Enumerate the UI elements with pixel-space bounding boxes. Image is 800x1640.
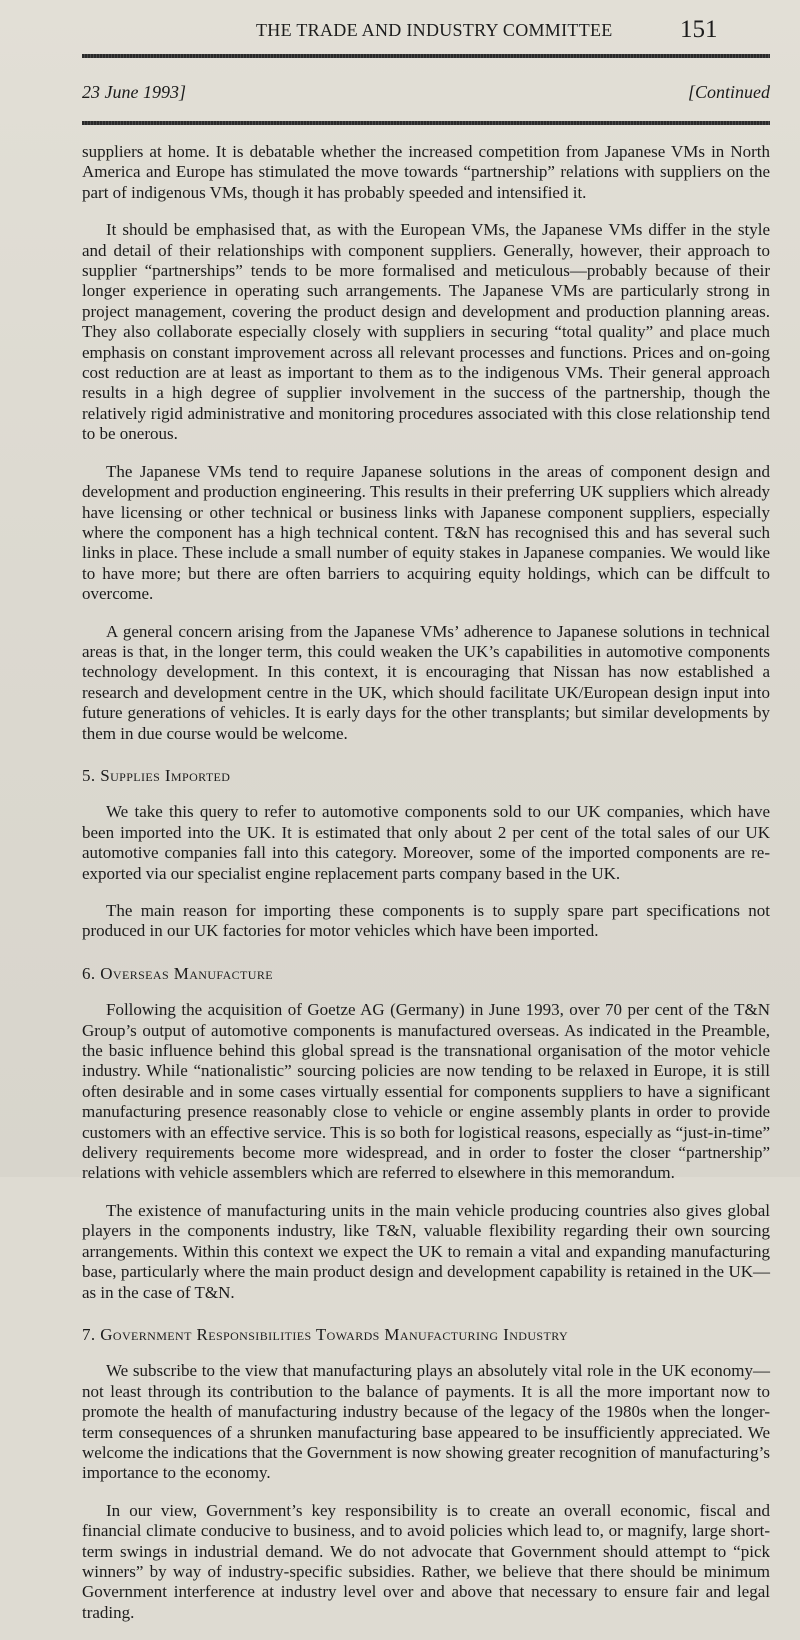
section-title: Overseas Manufacture (100, 963, 273, 983)
page-number: 151 (680, 16, 718, 43)
paragraph: The main reason for importing these components is to supply spare part specifications not produced in our UK factories for motor vehicles which have been imported. (82, 901, 770, 941)
date-label: 23 June 1993] (82, 82, 186, 102)
top-rule (82, 54, 770, 58)
section-number: 5. (82, 765, 96, 785)
paragraph: In our view, Government’s key responsibility is to create an overall economic, fiscal and financial climate conducive to business, and to avoid policies which lead to, or magnify, large short-term swings in industrial demand. We do not advocate that Government should attempt to “pick winners” by way of industry-specific subsidies. Rather, we believe that there should be minimum Government interference at industry level over and above that necessary to ensure fair and legal trading. (82, 1500, 770, 1622)
paragraph: The Japanese VMs tend to require Japanese solutions in the areas of component design and development and production engineering. This results in their preferring UK suppliers which already have licensing or other technical or business links with Japanese component suppliers, especially where the component has a high technical content. T&N has recognised this and has several such links in place. These include a small number of equity stakes in Japanese companies. We would like to have more; but there are often barriers to acquiring equity holdings, which can be diffcult to overcome. (82, 461, 770, 604)
bottom-rule (82, 121, 770, 125)
running-title: THE TRADE AND INDUSTRY COMMITTEE (256, 20, 613, 40)
date-line (82, 82, 770, 108)
paragraph: We take this query to refer to automotive components sold to our UK companies, which have been imported into the UK. It is estimated that only about 2 per cent of the total sales of our UK automotive companies fall into this category. Moreover, some of the imported components are re-exported via our specialist engine replacement parts company based in the UK. (82, 802, 770, 883)
paragraph: It should be emphasised that, as with the European VMs, the Japanese VMs differ in the style and detail of their relationships with component suppliers. Generally, however, their approach to supplier “partnerships” tends to be more formalised and meticulous—probably because of their longer experience in operating such arrangements. The Japanese VMs are particularly strong in project management, covering the product design and development and production planning areas. They also collaborate especially closely with suppliers in securing “total quality” and place much emphasis on constant improvement across all relevant processes and functions. Prices and on-going cost reduction are at least as important to them as to the indigenous VMs. Their general approach results in a high degree of supplier involvement in the success of the partnership, though the relatively rigid administrative and monitoring procedures associated with this close relationship tend to be onerous. (82, 220, 770, 444)
section-heading-7 (82, 1325, 770, 1345)
section-title: Supplies Imported (100, 765, 231, 785)
running-head (0, 16, 800, 46)
paragraph: A general concern arising from the Japanese VMs’ adherence to Japanese solutions in technical areas is that, in the longer term, this could weaken the UK’s capabilities in automotive components technology development. In this context, it is encouraging that Nissan has now established a research and development centre in the UK, which should facilitate UK/European design input into future generations of vehicles. It is early days for the other transplants; but similar developments by them in due course would be welcome. (82, 621, 770, 743)
section-number: 6. (82, 963, 96, 983)
paragraph-continuation: suppliers at home. It is debatable whether the increased competition from Japanese VMs in North America and Europe has stimulated the move towards “partnership” relations with suppliers on the part of indigenous VMs, though it has probably speeded and intensified it. (82, 142, 770, 202)
section-heading-6 (82, 964, 770, 984)
paragraph: The existence of manufacturing units in the main vehicle producing countries also gives global players in the components industry, like T&N, valuable flexibility regarding their own sourcing arrangements. Within this context we expect the UK to remain a vital and expanding manufacturing base, particularly where the main product design and development capability is retained in the UK—as in the case of T&N. (82, 1200, 770, 1302)
continued-label: [Continued (687, 82, 770, 102)
paragraph: Following the acquisition of Goetze AG (Germany) in June 1993, over 70 per cent of the T&N Group’s output of automotive components is manufactured overseas. As indicated in the Preamble, the basic influence behind this global spread is the transnational organisation of the motor vehicle industry. While “nationalistic” sourcing policies are now tending to be relaxed in Europe, it is still often desirable and in some cases virtually essential for components suppliers to have a significant manufacturing presence reasonably close to vehicle or engine assembly plants in order to provide customers with an effective service. This is so both for logistical reasons, especially as “just-in-time” delivery requirements become more widespread, and in order to foster the closer “partnership” relations with vehicle assemblers which are referred to elsewhere in this memorandum. (82, 1000, 770, 1183)
section-number: 7. (82, 1324, 96, 1344)
section-heading-5 (82, 766, 770, 786)
body-text (82, 142, 770, 1640)
section-title: Government Responsibilities Towards Manufacturing Industry (100, 1324, 569, 1344)
paragraph: We subscribe to the view that manufacturing plays an absolutely vital role in the UK economy—not least through its contribution to the balance of payments. It is all the more important now to promote the health of manufacturing industry because of the legacy of the 1980s when the longer-term consequences of a shrunken manufacturing base appeared to be insufficiently appreciated. We welcome the indications that the Government is now showing greater recognition of manufacturing’s importance to the economy. (82, 1361, 770, 1483)
